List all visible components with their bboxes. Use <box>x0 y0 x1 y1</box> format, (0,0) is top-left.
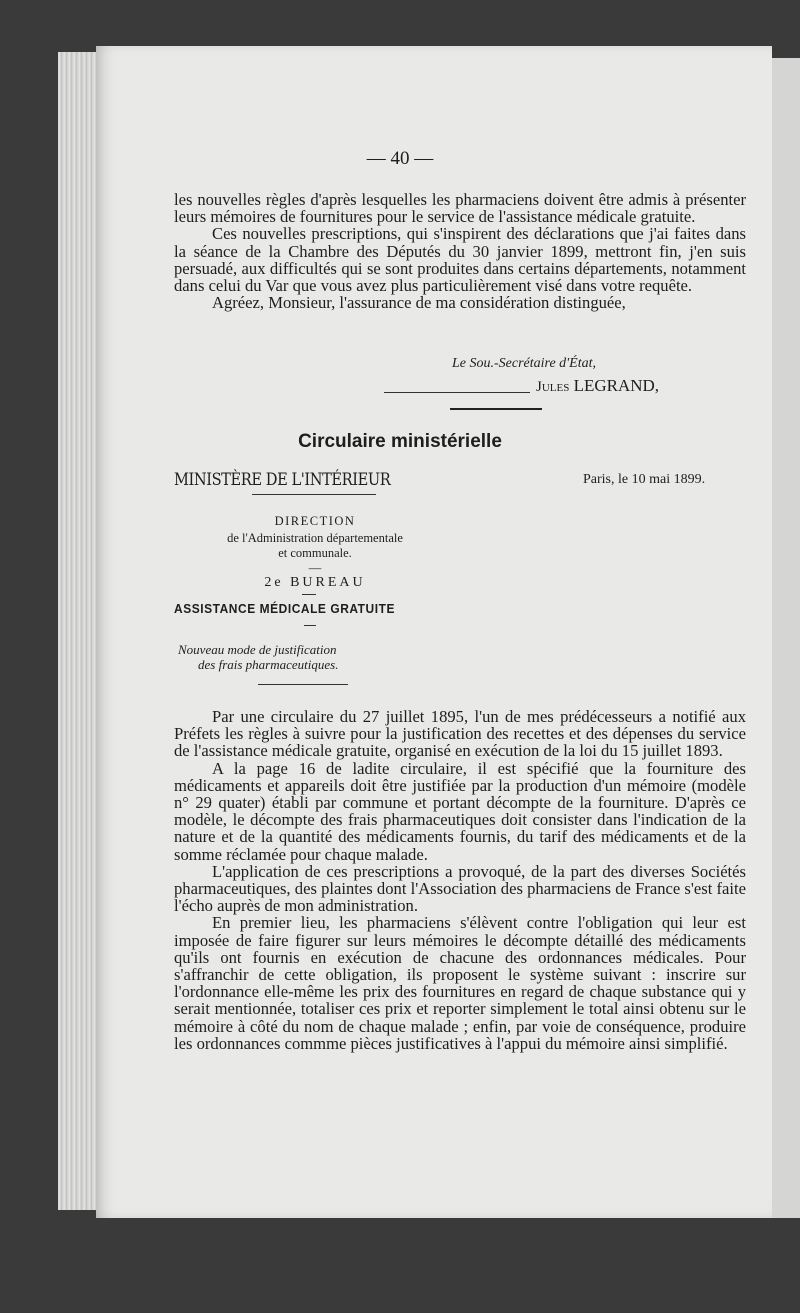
subject-line: des frais pharmaceutiques. <box>198 657 339 672</box>
direction-line: et communale. <box>278 546 352 560</box>
direction-line: de l'Administration départementale <box>227 531 403 545</box>
subject <box>174 642 456 672</box>
service-heading: ASSISTANCE MÉDICALE GRATUITE <box>174 601 396 616</box>
ministry-heading: MINISTÈRE DE L'INTÉRIEUR <box>174 470 391 490</box>
subject-line: Nouveau mode de justification <box>178 642 337 657</box>
signatory-title: Le Sou.-Secrétaire d'État, <box>452 356 596 371</box>
paragraph: En premier lieu, les pharmaciens s'élèvent contre l'obligation qui leur est imposée de faire figurer sur leurs mémoires le décompte détaillé des médicaments qu'ils ont fournis en exécution de chacune des ordonnances médicales. Pour s'affranchir de cette obligation, ils proposent le système suivant : inscrire sur l'ordonnance elle-même les prix des fournitures en regard de chaque substance qui y serait mentionnée, totaliser ces prix et reporter simplement le total ainsi obtenu sur le mémoire à côté du nom de chaque malade ; enfin, par voie de conséquence, produire les ordonnances commme pièces justificatives à l'appui du mémoire ainsi simplifié. <box>174 913 746 1053</box>
paragraph: Par une circulaire du 27 juillet 1895, l'un de mes prédécesseurs a notifié aux Préfets les règles à suivre pour la justification des recettes et des dépenses du service de l'assistance médicale gratuite, organisé en exécution de la loi du 15 juillet 1893. <box>174 707 746 761</box>
paragraph: A la page 16 de ladite circulaire, il est spécifié que la fourniture des médicaments et appareils doit être justifiée par la production d'un mémoire (modèle n° 29 quater) établi par commune et portant décompte de la fourniture. D'après ce modèle, le décompte des frais pharmaceutiques doit consister dans l'indication de la nature et de la quantité des médicaments fournis, du tarif des médicaments et de la somme réclamée pour chaque malade. <box>174 758 746 864</box>
bureau-rule <box>302 594 316 595</box>
paragraph: Agréez, Monsieur, l'assurance de ma considération distinguée, <box>212 293 626 313</box>
signatory-name <box>536 376 659 396</box>
circular-title: Circulaire ministérielle <box>298 431 502 452</box>
direction-label: DIRECTION <box>274 514 356 528</box>
subject-rule <box>258 684 348 685</box>
paragraph: Ces nouvelles prescriptions, qui s'inspirent des déclarations que j'ai faites dans la séance de la Chambre des Députés du 30 janvier 1899, mettront fin, j'en suis persuadé, aux difficultés qui se sont produites dans certains départements, notamment dans celui du Var que vous avez plus particulièrement visé dans votre requête. <box>174 224 746 296</box>
circular-body <box>174 708 746 1052</box>
signatory-first-name: Jules <box>536 379 570 395</box>
bureau-label: 2e BUREAU <box>264 575 366 590</box>
ministry-rule <box>252 494 376 495</box>
signature-rule <box>384 392 530 393</box>
paragraph: L'application de ces prescriptions a provoqué, de la part des diverses Sociétés pharmaceutiques, des plaintes dont l'Association des pharmaciens de France s'est faite l'écho auprès de mon administration. <box>174 861 746 916</box>
intro-text <box>174 191 746 311</box>
dateline: Paris, le 10 mai 1899. <box>583 472 706 487</box>
signatory-last-name: LEGRAND, <box>573 376 660 395</box>
dash-separator: — <box>308 561 322 575</box>
service-rule <box>304 625 316 626</box>
section-divider <box>450 408 542 410</box>
paragraph: les nouvelles règles d'après lesquelles les pharmaciens doivent être admis à présenter leurs mémoires de fournitures pour le service de l'assistance médicale gratuite. <box>174 190 746 227</box>
page-number: — 40 — <box>366 148 434 169</box>
